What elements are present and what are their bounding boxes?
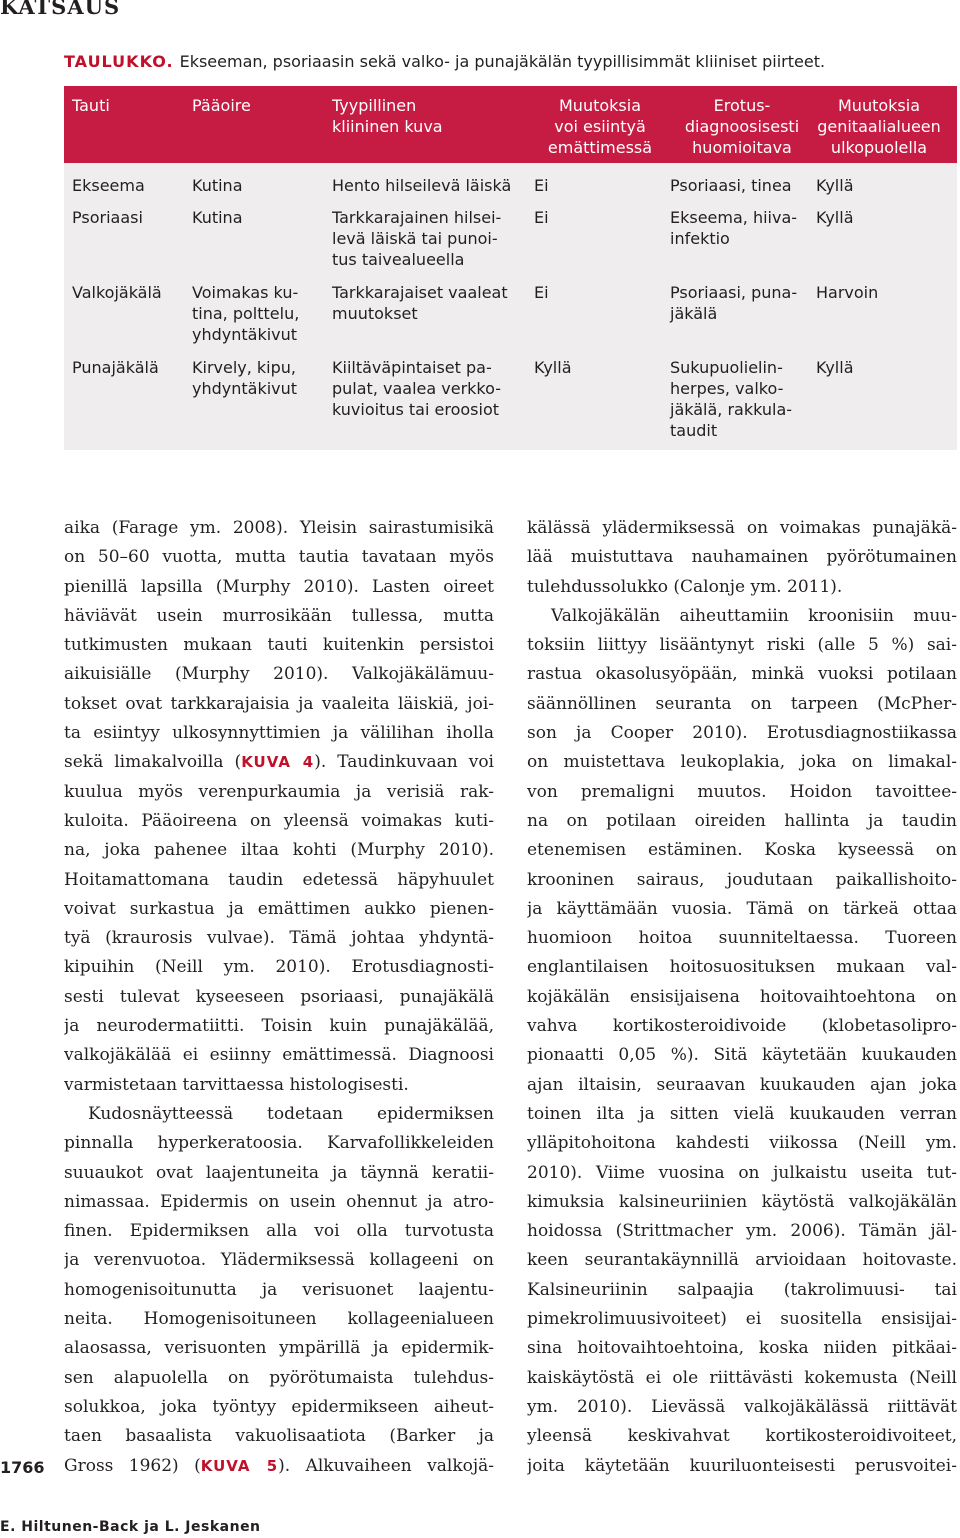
cell-vaginal-changes: Ei bbox=[534, 176, 549, 195]
cell-clinical-picture: Tarkkarajainen hilsei- levä läiskä tai punoi- tus taivealueella bbox=[332, 208, 502, 269]
cell-differential-diagnosis: Ekseema, hiiva- infektio bbox=[670, 208, 798, 248]
page-number: 1766 bbox=[0, 1458, 45, 1477]
cell-clinical-picture: Hento hilseilevä läiskä bbox=[332, 176, 512, 195]
header-clinical-picture: Tyypillinen kliininen kuva bbox=[332, 96, 443, 136]
header-main-symptom: Pääoire bbox=[192, 96, 251, 115]
right-paragraph-2: Valkojäkälän aiheuttamiin kroonisiin muu- toksiin liittyy lisääntynyt riski (alle 5 %) sai- rastua okasolusyöpään, minkä vuoksi potilaan säännöllinen seuranta on tarpeen (McPher- son ja Cooper 2010). Erotusdiagnostiikassa on muistettava leukoplakia, joka on limakal- von premaligni muutos. Hoidon tavoittee- na on potilaan oireiden hallinta ja taudin etenemisen estäminen. Koska kyseessä on krooninen sairaus, joudutaan paikallishoito- ja käyttämään vuosia. Tämä on tärkeä ottaa huomioon hoitoa suunniteltaessa. Tuoreen englantilaisen hoitosuosituksen mukaan val- kojäkälän ensisijaisena hoitovaihtoehtona on vahva kortikosteroidivoide (klobetasolipro- pionaatti 0,05 %). Sitä käytetään kuukauden ajan iltaisin, seuraavan kuukauden ajan joka toinen ilta ja sitten vielä kuukauden verran ylläpitohoitona kahdesti viikossa (Neill ym. 2010). Viime vuosina on julkaistu useita tut- kimuksia kalsineuriinien käytöstä valkojäkälän hoidossa (Strittmacher ym. 2006). Tämän jäl- keen seurantakäynnillä arvioidaan hoitovaste. Kalsineuriinin salpaajia (takrolimuusi- tai pimekrolimuusivoiteet) ei suositella ensisijai- sina hoitovaihtoehtoina, koska niiden pitkäai- kaiskäytöstä ei ole riittävästi kokemusta (Neill ym. 2010). Lievässä valkojäkälässä riittävät yleensä keskivahvat kortikosteroidivoiteet, joita käytetään kuuriluonteisesti perusvoitei- bbox=[527, 605, 957, 1476]
left-paragraph-1: aika (Farage ym. 2008). Yleisin sairastumisikä on 50–60 vuotta, mutta tautia tavataan myös pienillä lapsilla (Murphy 2010). Lasten oireet häviävät usein murrosikään tullessa, mutta tutkimusten mukaan tauti kuitenkin persistoi aikuisiälle (Murphy 2010). Valkojäkälämuu- tokset ovat tarkkarajaisia ja vaaleita läiskiä, joi- ta esiintyy ulkosynnyttimien ja välilihan iholla sekä limakalvoilla (KUVA 4). Taudinkuvaan voi kuulua myös verenpurkaumia ja verisiä rak- kuloita. Pääoireena on yleensä voimakas kuti- na, joka pahenee iltaa kohti (Murphy 2010). Hoitamattomana taudin edetessä häpyhuulet voivat surkastua ja emättimen aukko pienen- tyä (kraurosis vulvae). Tämä johtaa yhdyntä- kipuihin (Neill ym. 2010). Erotusdiagnosti- sesti tulevat kyseeseen psoriaasi, punajäkälä ja neurodermatiitti. Toisin kuin punajäkälää, valkojäkälää ei esiinny emättimessä. Diagnoosi varmistetaan tarvittaessa histologisesti. bbox=[64, 518, 494, 1095]
section-title: KATSAUS bbox=[0, 0, 121, 19]
table-header bbox=[64, 86, 957, 163]
figure-5-reference[interactable]: KUVA 5 bbox=[200, 1456, 279, 1475]
cell-main-symptom: Kirvely, kipu, yhdyntäkivut bbox=[192, 358, 298, 398]
header-vaginal-changes: Muutoksia voi esiintyä emättimessä bbox=[547, 96, 653, 157]
cell-extragenital-changes: Kyllä bbox=[816, 208, 854, 227]
header-extragenital-changes: Muutoksia genitaalialueen ulkopuolella bbox=[817, 96, 941, 157]
caption-text: Ekseeman, psoriaasin sekä valko- ja punajäkälän tyypillisimmät kliiniset piirteet. bbox=[179, 52, 826, 71]
right-text-column bbox=[527, 514, 957, 1481]
cell-extragenital-changes: Kyllä bbox=[816, 358, 854, 377]
caption-label: TAULUKKO. bbox=[64, 52, 174, 71]
clinical-features-table bbox=[64, 86, 957, 450]
cell-vaginal-changes: Ei bbox=[534, 283, 549, 302]
cell-main-symptom: Kutina bbox=[192, 176, 243, 195]
cell-clinical-picture: Kiiltäväpintaiset pa- pulat, vaalea verkko- kuvioitus tai eroosiot bbox=[332, 358, 501, 419]
running-footer-authors: E. Hiltunen-Back ja L. Jeskanen bbox=[0, 1519, 261, 1535]
cell-extragenital-changes: Kyllä bbox=[816, 176, 854, 195]
header-differential-diagnosis: Erotus- diagnoosisesti huomioitava bbox=[684, 96, 800, 157]
left-text-column bbox=[64, 514, 494, 1481]
cell-disease: Psoriaasi bbox=[72, 208, 143, 227]
header-disease: Tauti bbox=[72, 96, 110, 115]
cell-disease: Valkojäkälä bbox=[72, 283, 162, 302]
left-paragraph-2: Kudosnäytteessä todetaan epidermiksen pinnalla hyperkeratoosia. Karvafollikkeleiden suuaukot ovat laajentuneita ja täynnä keratii- nimassaa. Epidermis on usein ohennut ja atro- finen. Epidermiksen alla voi olla turvotusta ja verenvuotoa. Ylädermiksessä kollageeni on homogenisoitunutta ja verisuonet laajentu- neita. Homogenisoituneen kollageenialueen alaosassa, verisuonten ympärillä ja epidermik- sen alapuolella on pyörötumaista tulehdus- solukkoa, joka työntyy epidermikseen aiheut- taen basaalista vakuolisaatiota (Barker ja Gross 1962) (KUVA 5). Alkuvaiheen valkojä- bbox=[64, 1103, 494, 1476]
table-caption bbox=[64, 52, 954, 71]
cell-differential-diagnosis: Psoriaasi, puna- jäkälä bbox=[670, 283, 798, 323]
cell-clinical-picture: Tarkkarajaiset vaaleat muutokset bbox=[332, 283, 508, 323]
figure-4-reference[interactable]: KUVA 4 bbox=[241, 753, 315, 772]
cell-differential-diagnosis: Psoriaasi, tinea bbox=[670, 176, 792, 195]
cell-vaginal-changes: Ei bbox=[534, 208, 549, 227]
cell-disease: Punajäkälä bbox=[72, 358, 159, 377]
cell-vaginal-changes: Kyllä bbox=[534, 358, 572, 377]
cell-extragenital-changes: Harvoin bbox=[816, 283, 879, 302]
cell-main-symptom: Voimakas ku- tina, polttelu, yhdyntäkivut bbox=[192, 283, 300, 344]
right-paragraph-1: kälässä ylädermiksessä on voimakas punajäkä- lää muistuttava nauhamainen pyörötumainen tulehdussolukko (Calonje ym. 2011). bbox=[527, 518, 957, 597]
cell-disease: Ekseema bbox=[72, 176, 145, 195]
cell-differential-diagnosis: Sukupuolielin- herpes, valko- jäkälä, rakkula- taudit bbox=[670, 358, 793, 440]
cell-main-symptom: Kutina bbox=[192, 208, 243, 227]
